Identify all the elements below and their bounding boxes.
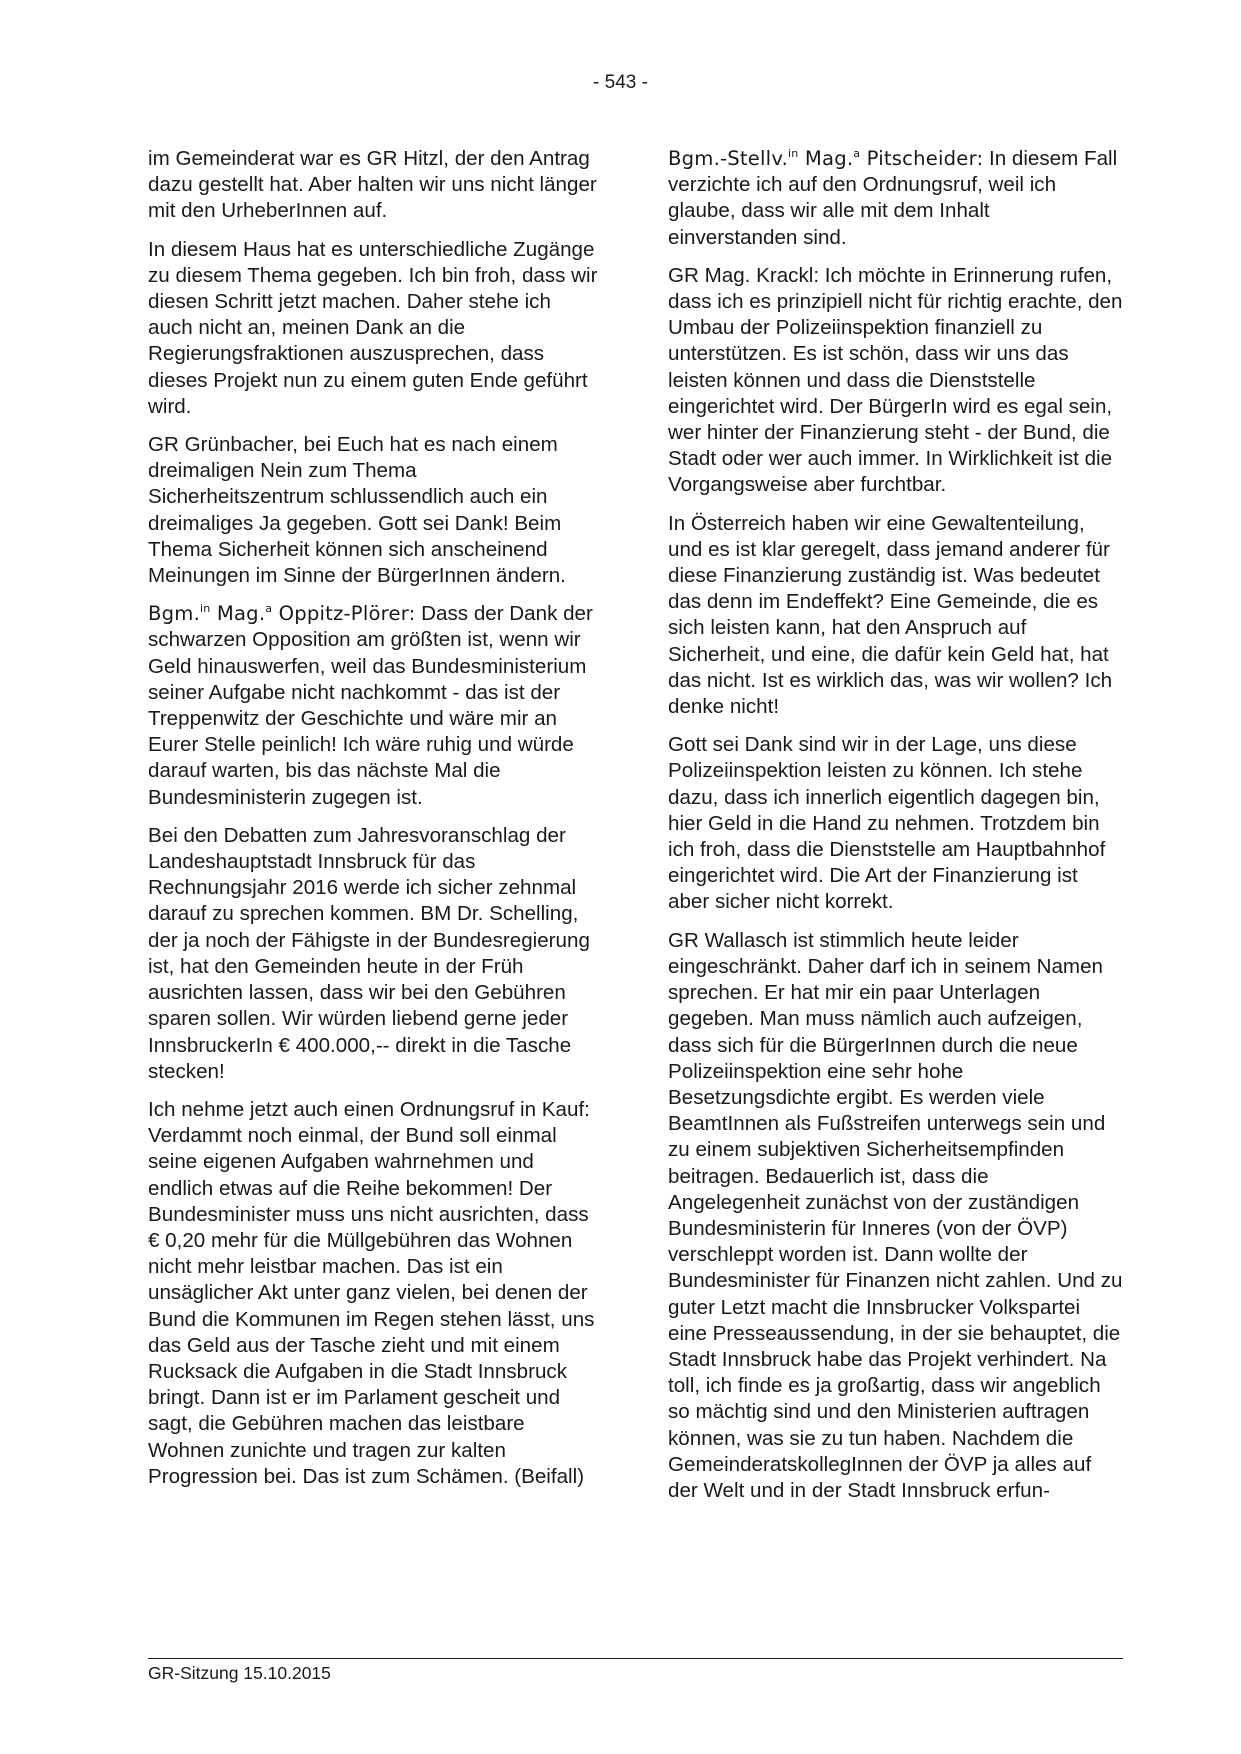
page-number: - 543 - — [593, 72, 648, 93]
speech-pitscheider — [668, 146, 1123, 251]
footer-divider — [148, 1658, 1123, 1659]
paragraph: GR Mag. Krackl: Ich möchte in Erinnerung rufen, dass ich es prinzipiell nicht für richtig erachte, den Umbau der Polizeiinspektion finanziell zu unterstützen. Es ist schön, dass wir uns das leisten können und dass die Dienststelle eingerichtet wird. Der BürgerIn wird es egal sein, wer hinter der Finanzierung steht - der Bund, die Stadt oder wer auch immer. In Wirklichkeit ist die Vorgangsweise aber furchtbar. — [668, 263, 1123, 497]
paragraph: im Gemeinderat war es GR Hitzl, der den Antrag dazu gestellt hat. Aber halten wir uns nicht länger mit den UrheberInnen auf. — [148, 147, 597, 223]
right-column — [668, 146, 1123, 1516]
paragraph: GR Grünbacher, bei Euch hat es nach einem dreimaligen Nein zum Thema Sicherheitszentrum schlussendlich auch ein dreimaliges Ja gegeben. Gott sei Dank! Beim Thema Sicherheit können sich anscheinend Meinungen im Sinne der BürgerInnen ändern. — [148, 433, 566, 588]
speech-text: Dass der Dank der schwarzen Opposition am größten ist, wenn wir Geld hinauswerfen, weil das Bundesministerium seiner Aufgabe nicht nachkommt - das ist der Treppenwitz der Geschichte und wäre mir an Eurer Stelle peinlich! Ich wäre ruhig und würde darauf warten, bis das nächste Mal die Bundesministerin zugegen ist. — [148, 602, 593, 809]
paragraph: Bei den Debatten zum Jahresvoranschlag der Landeshauptstadt Innsbruck für das Rechnungsjahr 2016 werde ich sicher zehnmal darauf zu sprechen kommen. BM Dr. Schelling, der ja noch der Fähigste in der Bundesregierung ist, hat den Gemeinden heute in der Früh ausrichten lassen, dass wir bei den Gebühren sparen sollen. Wir würden liebend gerne jeder InnsbruckerIn € 400.000,-- direkt in die Tasche stecken! — [148, 823, 590, 1083]
paragraph: Ich nehme jetzt auch einen Ordnungsruf in Kauf: Verdammt noch einmal, der Bund soll einmal seine eigenen Aufgaben wahrnehmen und endlich etwas auf die Reihe bekommen! Der Bundesminister muss uns nicht ausrichten, dass € 0,20 mehr für die Müllgebühren das Wohnen nicht mehr leistbar machen. Das ist ein unsäglicher Akt unter ganz vielen, bei denen der Bund die Kommunen im Regen stehen lässt, uns das Geld aus der Tasche zieht und mit einem Rucksack die Aufgaben in die Stadt Innsbruck bringt. Dann ist er im Parlament gescheit und sagt, die Gebühren machen das leistbare Wohnen zunichte und tragen zur kalten Progression bei. Das ist zum Schämen. (Beifall) — [148, 1097, 595, 1488]
paragraph: In Österreich haben wir eine Gewaltenteilung, und es ist klar geregelt, dass jemand anderer für diese Finanzierung zuständig ist. Was bedeutet das denn im Endeffekt? Eine Gemeinde, die es sich leisten kann, hat den Anspruch auf Sicherheit, und eine, die dafür kein Geld hat, hat das nicht. Ist es wirklich das, was wir wollen? Ich denke nicht! — [668, 511, 1113, 719]
paragraph: In diesem Haus hat es unterschiedliche Zugänge zu diesem Thema gegeben. Ich bin froh, dass wir diesen Schritt jetzt machen. Daher stehe ich auch nicht an, meinen Dank an die Regierungsfraktionen auszusprechen, dass dieses Projekt nun zu einem guten Ende geführt wird. — [148, 237, 598, 418]
speech-text: In diesem Fall verzichte ich auf den Ordnungsruf, weil ich glaube, dass wir alle mit dem Inhalt einverstanden sind. — [668, 147, 1118, 249]
speech-oppitz-ploerer — [148, 601, 598, 811]
speaker-name: Bgm.-Stellv.$^{in}$ Mag.$^a$ Pitscheider: — [668, 147, 984, 170]
paragraph: Gott sei Dank sind wir in der Lage, uns diese Polizeiinspektion leisten zu können. Ich stehe dazu, dass ich innerlich eigentlich dagegen bin, hier Geld in die Hand zu nehmen. Trotzdem bin ich froh, dass die Dienststelle am Hauptbahnhof eingerichtet wird. Die Art der Finanzierung ist aber sicher nicht korrekt. — [668, 733, 1106, 914]
left-column — [148, 146, 598, 1502]
paragraph: GR Wallasch ist stimmlich heute leider eingeschränkt. Daher darf ich in seinem Namen sprechen. Er hat mir ein paar Unterlagen gegeben. Man muss nämlich auch aufzeigen, dass sich für die BürgerInnen durch die neue Polizeiinspektion eine sehr hohe Besetzungsdichte ergibt. Es werden viele BeamtInnen als Fußstreifen unterwegs sein und zu einem subjektiven Sicherheitsempfinden beitragen. Bedauerlich ist, dass die Angelegenheit zunächst von der zuständigen Bundesministerin für Inneres (von der ÖVP) verschleppt worden ist. Dann wollte der Bundesminister für Finanzen nicht zahlen. Und zu guter Letzt macht die Innsbrucker Volkspartei eine Presseaussendung, in der sie behauptet, die Stadt Innsbruck habe das Projekt verhindert. Na toll, ich finde es ja großartig, dass wir angeblich so mächtig sind und den Ministerien auftragen können, was sie zu tun haben. Nachdem die GemeinderatskollegInnen der ÖVP ja alles auf der Welt und in der Stadt Innsbruck erfun- — [668, 928, 1123, 1502]
footer-session-date: GR-Sitzung 15.10.2015 — [148, 1663, 331, 1683]
speaker-name: Bgm.$^{in}$ Mag.$^a$ Oppitz-Plörer: — [148, 602, 416, 626]
